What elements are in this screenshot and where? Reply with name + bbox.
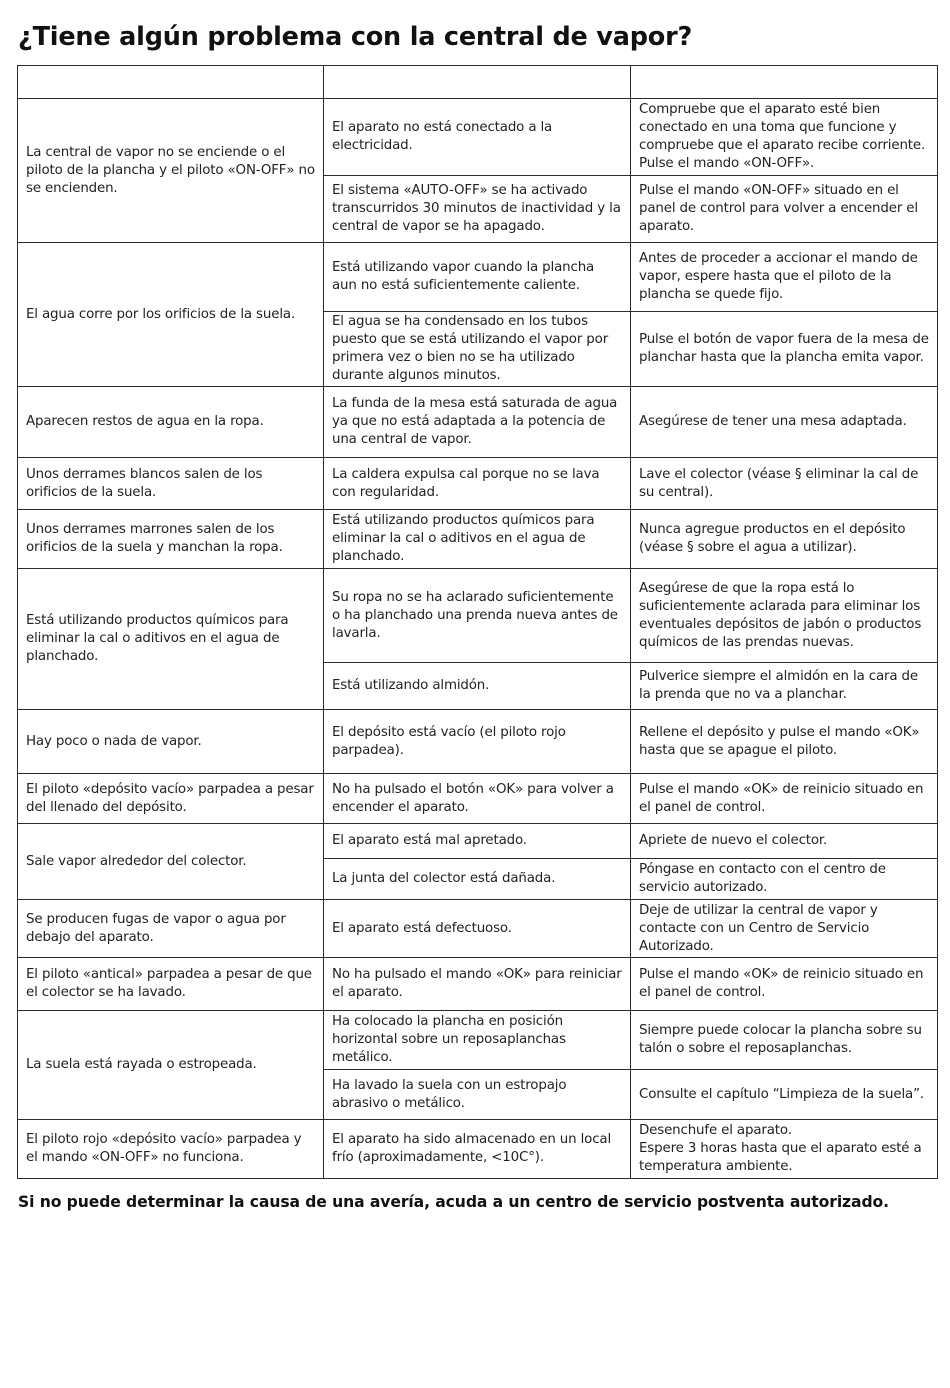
cause-cell: No ha pulsado el botón «OK» para volver a encender el aparato. [324,774,631,824]
cause-cell: El aparato está mal apretado. [324,824,631,859]
table-row [18,387,938,458]
problem-cell: El piloto rojo «depósito vacío» parpadea y el mando «ON-OFF» no funciona. [18,1120,324,1179]
cause-cell: Está utilizando productos químicos para eliminar la cal o aditivos en el agua de planchado. [324,510,631,569]
problem-cell: Está utilizando productos químicos para eliminar la cal o aditivos en el agua de planchado. [18,569,324,710]
solution-cell: Compruebe que el aparato esté bien conectado en una toma que funcione y compruebe que el aparato recibe corriente. Pulse el mando «ON-OFF». [631,99,938,176]
cause-cell: El aparato no está conectado a la electricidad. [324,99,631,176]
problem-cell: Hay poco o nada de vapor. [18,710,324,774]
cause-cell: El sistema «AUTO-OFF» se ha activado transcurridos 30 minutos de inactividad y la central de vapor se ha apagado. [324,176,631,243]
cause-cell: Ha colocado la plancha en posición horizontal sobre un reposaplanchas metálico. [324,1011,631,1070]
cause-cell: No ha pulsado el mando «OK» para reiniciar el aparato. [324,958,631,1011]
solution-cell: Lave el colector (véase § eliminar la cal de su central). [631,458,938,510]
footer-note: Si no puede determinar la causa de una avería, acuda a un centro de servicio postventa autorizado. [18,1193,889,1211]
page-title: ¿Tiene algún problema con la central de vapor? [18,22,693,52]
problem-cell: El piloto «antical» parpadea a pesar de que el colector se ha lavado. [18,958,324,1011]
problem-cell: Se producen fugas de vapor o agua por debajo del aparato. [18,900,324,958]
table-row [18,458,938,510]
problem-cell: Aparecen restos de agua en la ropa. [18,387,324,458]
cause-cell: La junta del colector está dañada. [324,859,631,900]
table-header-row [18,66,938,99]
problem-cell: Sale vapor alrededor del colector. [18,824,324,900]
problem-cell: El piloto «depósito vacío» parpadea a pesar del llenado del depósito. [18,774,324,824]
solution-cell: Pulse el botón de vapor fuera de la mesa de planchar hasta que la plancha emita vapor. [631,312,938,387]
cause-cell: Su ropa no se ha aclarado suficientemente o ha planchado una prenda nueva antes de lavarla. [324,569,631,663]
header-cell-solution [631,66,938,99]
cause-cell: El aparato ha sido almacenado en un local frío (aproximadamente, <10C°). [324,1120,631,1179]
solution-cell: Antes de proceder a accionar el mando de vapor, espere hasta que el piloto de la plancha se quede fijo. [631,243,938,312]
troubleshooting-table [17,65,938,1179]
table-row [18,710,938,774]
table-row [18,1120,938,1179]
table-row [18,243,938,312]
cause-cell: Ha lavado la suela con un estropajo abrasivo o metálico. [324,1070,631,1120]
problem-cell: El agua corre por los orificios de la suela. [18,243,324,387]
solution-cell: Deje de utilizar la central de vapor y contacte con un Centro de Servicio Autorizado. [631,900,938,958]
solution-cell: Pulse el mando «OK» de reinicio situado en el panel de control. [631,774,938,824]
cause-cell: El agua se ha condensado en los tubos puesto que se está utilizando el vapor por primera vez o bien no se ha utilizado durante algunos minutos. [324,312,631,387]
problem-cell: Unos derrames blancos salen de los orificios de la suela. [18,458,324,510]
problem-cell: La central de vapor no se enciende o el piloto de la plancha y el piloto «ON-OFF» no se encienden. [18,99,324,243]
table-row [18,900,938,958]
table-row [18,510,938,569]
cause-cell: El depósito está vacío (el piloto rojo parpadea). [324,710,631,774]
table-row [18,99,938,176]
cause-cell: Está utilizando vapor cuando la plancha aun no está suficientemente caliente. [324,243,631,312]
cause-cell: Está utilizando almidón. [324,663,631,710]
solution-cell: Nunca agregue productos en el depósito (véase § sobre el agua a utilizar). [631,510,938,569]
cause-cell: La funda de la mesa está saturada de agua ya que no está adaptada a la potencia de una central de vapor. [324,387,631,458]
header-cell-problem [18,66,324,99]
solution-cell: Asegúrese de tener una mesa adaptada. [631,387,938,458]
table-row [18,958,938,1011]
table-row [18,1011,938,1070]
cause-cell: El aparato está defectuoso. [324,900,631,958]
solution-cell: Asegúrese de que la ropa está lo suficientemente aclarada para eliminar los eventuales depósitos de jabón o productos químicos de las prendas nuevas. [631,569,938,663]
table-row [18,774,938,824]
cause-cell: La caldera expulsa cal porque no se lava con regularidad. [324,458,631,510]
problem-cell: La suela está rayada o estropeada. [18,1011,324,1120]
problem-cell: Unos derrames marrones salen de los orificios de la suela y manchan la ropa. [18,510,324,569]
table-row [18,569,938,663]
header-cell-cause [324,66,631,99]
solution-cell: Siempre puede colocar la plancha sobre su talón o sobre el reposaplanchas. [631,1011,938,1070]
solution-cell: Pulverice siempre el almidón en la cara de la prenda que no va a planchar. [631,663,938,710]
solution-cell: Pulse el mando «ON-OFF» situado en el panel de control para volver a encender el aparato. [631,176,938,243]
solution-cell: Pulse el mando «OK» de reinicio situado en el panel de control. [631,958,938,1011]
solution-cell: Desenchufe el aparato. Espere 3 horas hasta que el aparato esté a temperatura ambiente. [631,1120,938,1179]
solution-cell: Consulte el capítulo “Limpieza de la suela”. [631,1070,938,1120]
solution-cell: Apriete de nuevo el colector. [631,824,938,859]
table-row [18,824,938,859]
solution-cell: Póngase en contacto con el centro de servicio autorizado. [631,859,938,900]
solution-cell: Rellene el depósito y pulse el mando «OK» hasta que se apague el piloto. [631,710,938,774]
